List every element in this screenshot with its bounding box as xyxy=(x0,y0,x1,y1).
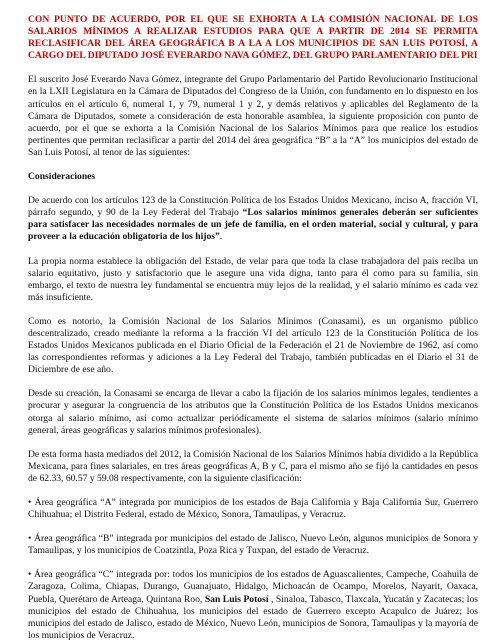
section-heading: Consideraciones xyxy=(28,171,96,183)
intro-paragraph: El suscrito José Everardo Nava Gómez, integrante del Grupo Parlamentario del Partido Revolucionario Institucional en la LXII Legislatura en la Cámara de Diputados del Congreso de la Unión, con fundamento en lo dispuesto en los artículos en el artículo 6, numeral 1, y 79, numeral 1 y 2, y demás relativos y aplicables del Reglamento de la Cámara de Diputados, somete a consideración de esta honorable asamblea, la siguiente proposición con punto de acuerdo, por el que se exhorta a la Comisión Nacional de los Salarios Mínimos para que realice los estudios pertinentes que permitan reclasificar a partir del 2014 del área geográfica “B” a la “A” los municipios del estado de San Luis Potosí, al tenor de las siguientes: xyxy=(28,74,478,158)
paragraph-areas: De esta forma hasta mediados del 2012, la Comisión Nacional de los Salarios Mínimos había dividido a la República Mexicana, para fines salariales, en tres áreas geográficas A, B y C, para el mismo año se fijó la cantidades en pesos de 62.33, 60.57 y 59.08 respectivamente, con la siguiente clasificación: xyxy=(28,448,478,484)
paragraph-constitution-quote: “Los salarios mínimos generales deberán ser suficientes para satisfacer las necesidades normales de un jefe de familia, en el orden material, social y cultural, y para proveer a la educación obligatoria de los hijos” xyxy=(28,207,478,243)
bullet-area-b: • Área geográfica “B” integrada por municipios del estado de Jalisco, Nuevo León, algunos municipios de Sonora y Tamaulipas, y los municipios de Coatzintla, Poza Rica y Tuxpan, del estado de Veracruz. xyxy=(28,533,478,557)
document-title: CON PUNTO DE ACUERDO, POR EL QUE SE EXHORTA A LA COMISIÓN NACIONAL DE LOS SALARIOS MÍNIMOS A REALIZAR ESTUDIOS PARA QUE A PARTIR DE 2014 SE PERMITA RECLASIFICAR DEL ÁREA GEOGRÁFICA B A LA A LOS MUNICIPIOS DE SAN LUIS POTOSÍ, A CARGO DEL DIPUTADO JOSÉ EVERARDO NAVA GÓMEZ, DEL GRUPO PARLAMENTARIO DEL PRI xyxy=(28,14,478,62)
bullet-area-a: • Área geográfica “A” integrada por municipios de los estados de Baja California y Baja California Sur, Guerrero Chihuahua; el Distrito Federal, estado de México, Sonora, Tamaulipas, y Veracruz. xyxy=(28,497,478,521)
paragraph-creation: Desde su creación, la Conasami se encarga de llevar a cabo la fijación de los salarios mínimos legales, tendientes a procurar y asegurar la congruencia de los atributos que la Constitución Política de los Estados Unidos mexicanos otorga al salario mínimo, así como actualizar periódicamente el sistema de salarios mínimos (salario mínimo general, áreas geográficas y salarios mínimos profesionales). xyxy=(28,388,478,436)
paragraph-conasami: Como es notorio, la Comisión Nacional de los Salarios Mínimos (Conasami), es un organismo público descentralizado, creado mediante la reforma a la fracción VI del artículo 123 de la Constitución Política de los Estados Unidos Mexicanos publicada en el Diario Oficial de la Federación el 21 de Noviembre de 1962, así como las correspondientes reformas y adiciones a la Ley Federal del Trabajo, también publicadas en el Diario el 31 de Diciembre de ese año. xyxy=(28,315,478,376)
bullet-area-c-san-luis: San Luis Potosí xyxy=(204,593,269,605)
paragraph-constitution-text: De acuerdo con los artículos 123 de la Constitución Política de los Estados Unidos Mexicano, inciso A, fracción VI, párrafo segundo, y 90 de la Ley Federal del Trabajo xyxy=(28,195,478,219)
paragraph-constitution-end: . xyxy=(219,231,223,243)
bullet-area-c-text-1: • Área geográfica “C” integrada por: todos los municipios de los estados de Aguascalientes, Campeche, Coahuila de Zaragoza, Colima, Chiapas, Durango, Guanajuato, Hidalgo, Michoacán de Ocampo, Morelos, Nayarit, Oaxaca, Puebla, Querétaro de Arteaga, Quintana Roo, xyxy=(28,569,478,605)
bullet-area-c-text-2: , Sinaloa, Tabasco, Tlaxcala, Yucatán y Zacatecas; los municipios del estado de Chihuahua, los municipios del estado de Guerrero excepto Acapulco de Juárez; los municipios del estado de Jalisco, estado de México, Nuevo León, municipios de Sonora, Tamaulipas y la mayoría de los municipios de Veracruz. xyxy=(28,593,478,641)
paragraph-state-obligation: La propia norma establece la obligación del Estado, de velar para que toda la clase trabajadora del país reciba un salario equitativo, justo y satisfactorio que le asegure una vida digna, tanto para él como para su familia, sin embargo, el texto de nuestra ley fundamental se encuentra muy lejos de la realidad, y el salario mínimo es cada vez más insuficiente. xyxy=(28,255,478,303)
bullet-area-c xyxy=(28,569,478,642)
paragraph-constitution xyxy=(28,195,478,243)
